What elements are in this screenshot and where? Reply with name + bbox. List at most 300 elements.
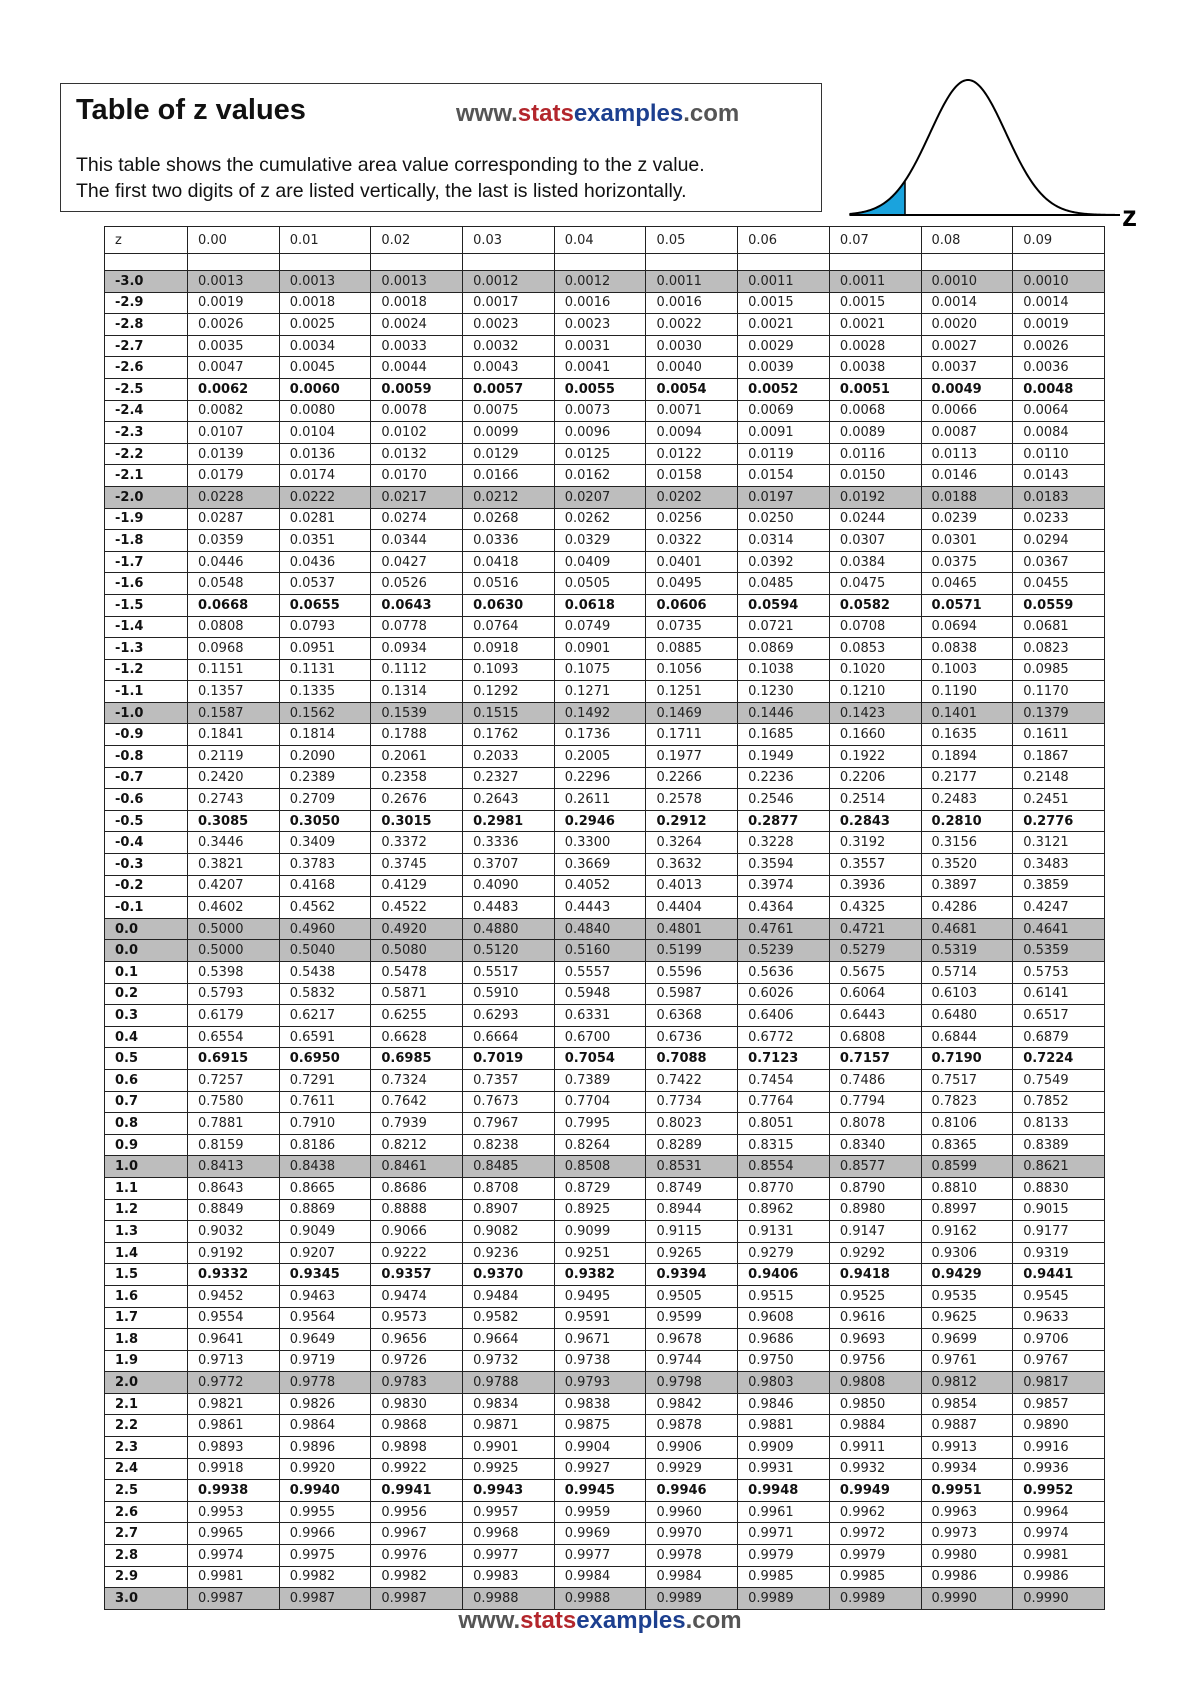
probability-cell: 0.9971 — [738, 1523, 830, 1545]
z-value-cell: -1.9 — [105, 508, 188, 530]
probability-cell: 0.4880 — [463, 918, 555, 940]
z-value-cell: 1.3 — [105, 1221, 188, 1243]
probability-cell: 0.9834 — [463, 1393, 555, 1415]
probability-cell: 0.9916 — [1013, 1437, 1105, 1459]
z-value-cell: -2.8 — [105, 314, 188, 336]
probability-cell: 0.9693 — [829, 1329, 921, 1351]
probability-cell: 0.0122 — [646, 443, 738, 465]
probability-cell: 0.9505 — [646, 1285, 738, 1307]
z-value-cell: 2.4 — [105, 1458, 188, 1480]
z-value-cell: -2.7 — [105, 335, 188, 357]
probability-cell: 0.8554 — [738, 1156, 830, 1178]
probability-cell: 0.0170 — [371, 465, 463, 487]
probability-cell: 0.0136 — [279, 443, 371, 465]
table-row — [105, 1091, 1105, 1113]
probability-cell: 0.7157 — [829, 1048, 921, 1070]
probability-cell: 0.9535 — [921, 1285, 1013, 1307]
probability-cell: 0.0166 — [463, 465, 555, 487]
probability-cell: 0.2483 — [921, 789, 1013, 811]
probability-cell: 0.0268 — [463, 508, 555, 530]
probability-cell: 0.4801 — [646, 918, 738, 940]
probability-cell: 0.9345 — [279, 1264, 371, 1286]
probability-cell: 0.0069 — [738, 400, 830, 422]
probability-cell: 0.9147 — [829, 1221, 921, 1243]
column-header: 0.05 — [646, 227, 738, 254]
probability-cell: 0.6331 — [554, 1005, 646, 1027]
probability-cell: 0.8508 — [554, 1156, 646, 1178]
probability-cell: 0.9955 — [279, 1501, 371, 1523]
column-header: 0.09 — [1013, 227, 1105, 254]
probability-cell: 0.0066 — [921, 400, 1013, 422]
probability-cell: 0.9913 — [921, 1437, 1013, 1459]
probability-cell: 0.0102 — [371, 422, 463, 444]
probability-cell: 0.9429 — [921, 1264, 1013, 1286]
z-value-cell: -2.2 — [105, 443, 188, 465]
probability-cell: 0.0668 — [188, 594, 280, 616]
probability-cell: 0.3974 — [738, 875, 830, 897]
probability-cell: 0.0073 — [554, 400, 646, 422]
probability-cell: 0.7088 — [646, 1048, 738, 1070]
probability-cell: 0.6255 — [371, 1005, 463, 1027]
probability-cell: 0.2327 — [463, 767, 555, 789]
probability-cell: 0.9177 — [1013, 1221, 1105, 1243]
probability-cell: 0.9977 — [554, 1545, 646, 1567]
probability-cell: 0.0078 — [371, 400, 463, 422]
probability-cell: 0.0301 — [921, 530, 1013, 552]
probability-cell: 0.8810 — [921, 1177, 1013, 1199]
probability-cell: 0.3409 — [279, 832, 371, 854]
probability-cell: 0.9893 — [188, 1437, 280, 1459]
probability-cell: 0.9292 — [829, 1242, 921, 1264]
z-value-cell: 0.8 — [105, 1113, 188, 1135]
probability-cell: 0.8577 — [829, 1156, 921, 1178]
probability-cell: 0.0026 — [188, 314, 280, 336]
probability-cell: 0.9964 — [1013, 1501, 1105, 1523]
probability-cell: 0.9896 — [279, 1437, 371, 1459]
probability-cell: 0.0436 — [279, 551, 371, 573]
probability-cell: 0.8665 — [279, 1177, 371, 1199]
probability-cell: 0.1711 — [646, 724, 738, 746]
probability-cell: 0.0384 — [829, 551, 921, 573]
probability-cell: 0.0016 — [554, 292, 646, 314]
site-url-bottom[interactable] — [0, 1607, 1200, 1635]
probability-cell: 0.9985 — [738, 1566, 830, 1588]
probability-cell: 0.9929 — [646, 1458, 738, 1480]
probability-cell: 0.0594 — [738, 594, 830, 616]
z-value-cell: 1.1 — [105, 1177, 188, 1199]
probability-cell: 0.9979 — [738, 1545, 830, 1567]
probability-cell: 0.8078 — [829, 1113, 921, 1135]
table-row — [105, 400, 1105, 422]
table-row — [105, 378, 1105, 400]
probability-cell: 0.4286 — [921, 897, 1013, 919]
probability-cell: 0.9979 — [829, 1545, 921, 1567]
probability-cell: 0.8264 — [554, 1134, 646, 1156]
probability-cell: 0.9967 — [371, 1523, 463, 1545]
probability-cell: 0.0040 — [646, 357, 738, 379]
probability-cell: 0.0019 — [1013, 314, 1105, 336]
probability-cell: 0.9015 — [1013, 1199, 1105, 1221]
probability-cell: 0.0096 — [554, 422, 646, 444]
probability-cell: 0.5120 — [463, 940, 555, 962]
probability-cell: 0.8770 — [738, 1177, 830, 1199]
probability-cell: 0.9222 — [371, 1242, 463, 1264]
z-value-cell: 0.1 — [105, 962, 188, 984]
z-value-cell: -1.0 — [105, 702, 188, 724]
z-value-cell: -2.9 — [105, 292, 188, 314]
table-row — [105, 422, 1105, 444]
probability-cell: 0.1867 — [1013, 746, 1105, 768]
z-value-cell: -2.0 — [105, 486, 188, 508]
probability-cell: 0.9956 — [371, 1501, 463, 1523]
probability-cell: 0.8461 — [371, 1156, 463, 1178]
probability-cell: 0.3520 — [921, 854, 1013, 876]
probability-cell: 0.9162 — [921, 1221, 1013, 1243]
table-row — [105, 962, 1105, 984]
probability-cell: 0.3336 — [463, 832, 555, 854]
probability-cell: 0.8599 — [921, 1156, 1013, 1178]
probability-cell: 0.0764 — [463, 616, 555, 638]
probability-cell: 0.9767 — [1013, 1350, 1105, 1372]
probability-cell: 0.9925 — [463, 1458, 555, 1480]
probability-cell: 0.1357 — [188, 681, 280, 703]
probability-cell: 0.9830 — [371, 1393, 463, 1415]
probability-cell: 0.9032 — [188, 1221, 280, 1243]
probability-cell: 0.9772 — [188, 1372, 280, 1394]
probability-cell: 0.9049 — [279, 1221, 371, 1243]
z-value-cell: -2.1 — [105, 465, 188, 487]
probability-cell: 0.8830 — [1013, 1177, 1105, 1199]
probability-cell: 0.9920 — [279, 1458, 371, 1480]
z-value-cell: -1.8 — [105, 530, 188, 552]
table-row — [105, 897, 1105, 919]
probability-cell: 0.0329 — [554, 530, 646, 552]
probability-cell: 0.0016 — [646, 292, 738, 314]
probability-cell: 0.7611 — [279, 1091, 371, 1113]
probability-cell: 0.1112 — [371, 659, 463, 681]
probability-cell: 0.7967 — [463, 1113, 555, 1135]
probability-cell: 0.9982 — [279, 1566, 371, 1588]
table-row — [105, 1285, 1105, 1307]
spacer-row — [105, 254, 1105, 271]
probability-cell: 0.0107 — [188, 422, 280, 444]
probability-cell: 0.1093 — [463, 659, 555, 681]
probability-cell: 0.2877 — [738, 810, 830, 832]
probability-cell: 0.4090 — [463, 875, 555, 897]
probability-cell: 0.9808 — [829, 1372, 921, 1394]
z-value-cell: -1.3 — [105, 638, 188, 660]
probability-cell: 0.7764 — [738, 1091, 830, 1113]
z-value-cell: -1.7 — [105, 551, 188, 573]
table-row — [105, 530, 1105, 552]
probability-cell: 0.8790 — [829, 1177, 921, 1199]
probability-cell: 0.1841 — [188, 724, 280, 746]
probability-cell: 0.5040 — [279, 940, 371, 962]
probability-cell: 0.9938 — [188, 1480, 280, 1502]
table-row — [105, 854, 1105, 876]
probability-cell: 0.0262 — [554, 508, 646, 530]
site-examples: examples — [573, 100, 684, 127]
table-row — [105, 443, 1105, 465]
probability-cell: 0.3821 — [188, 854, 280, 876]
probability-cell: 0.9418 — [829, 1264, 921, 1286]
table-row — [105, 681, 1105, 703]
z-value-cell: -1.1 — [105, 681, 188, 703]
probability-cell: 0.9959 — [554, 1501, 646, 1523]
table-row — [105, 1069, 1105, 1091]
probability-cell: 0.9554 — [188, 1307, 280, 1329]
table-row — [105, 508, 1105, 530]
probability-cell: 0.1611 — [1013, 724, 1105, 746]
probability-cell: 0.0808 — [188, 616, 280, 638]
probability-cell: 0.4247 — [1013, 897, 1105, 919]
normal-curve-icon — [840, 78, 1140, 238]
probability-cell: 0.1314 — [371, 681, 463, 703]
table-row — [105, 1026, 1105, 1048]
z-value-cell: -0.5 — [105, 810, 188, 832]
probability-cell: 0.1003 — [921, 659, 1013, 681]
probability-cell: 0.6664 — [463, 1026, 555, 1048]
probability-cell: 0.0039 — [738, 357, 830, 379]
table-row — [105, 292, 1105, 314]
probability-cell: 0.3192 — [829, 832, 921, 854]
probability-cell: 0.3707 — [463, 854, 555, 876]
z-value-cell: 1.6 — [105, 1285, 188, 1307]
probability-cell: 0.0559 — [1013, 594, 1105, 616]
table-row — [105, 746, 1105, 768]
probability-cell: 0.0475 — [829, 573, 921, 595]
probability-cell: 0.0132 — [371, 443, 463, 465]
probability-cell: 0.8729 — [554, 1177, 646, 1199]
probability-cell: 0.9649 — [279, 1329, 371, 1351]
probability-cell: 0.0043 — [463, 357, 555, 379]
probability-cell: 0.2546 — [738, 789, 830, 811]
probability-cell: 0.0014 — [1013, 292, 1105, 314]
probability-cell: 0.0052 — [738, 378, 830, 400]
probability-cell: 0.1894 — [921, 746, 1013, 768]
probability-cell: 0.5199 — [646, 940, 738, 962]
header-box — [60, 83, 822, 212]
probability-cell: 0.9671 — [554, 1329, 646, 1351]
probability-cell: 0.0250 — [738, 508, 830, 530]
probability-cell: 0.9686 — [738, 1329, 830, 1351]
probability-cell: 0.1379 — [1013, 702, 1105, 724]
probability-cell: 0.6879 — [1013, 1026, 1105, 1048]
description-line-1: This table shows the cumulative area value corresponding to the z value. — [76, 154, 705, 176]
probability-cell: 0.9817 — [1013, 1372, 1105, 1394]
probability-cell: 0.1660 — [829, 724, 921, 746]
probability-cell: 0.9641 — [188, 1329, 280, 1351]
table-row — [105, 1545, 1105, 1567]
probability-cell: 0.4052 — [554, 875, 646, 897]
probability-cell: 0.8849 — [188, 1199, 280, 1221]
probability-cell: 0.4404 — [646, 897, 738, 919]
probability-cell: 0.9981 — [188, 1566, 280, 1588]
probability-cell: 0.3050 — [279, 810, 371, 832]
table-row — [105, 1048, 1105, 1070]
probability-cell: 0.9989 — [738, 1588, 830, 1610]
table-row — [105, 1242, 1105, 1264]
probability-cell: 0.9625 — [921, 1307, 1013, 1329]
probability-cell: 0.0031 — [554, 335, 646, 357]
probability-cell: 0.9918 — [188, 1458, 280, 1480]
probability-cell: 0.0013 — [371, 271, 463, 293]
probability-cell: 0.1539 — [371, 702, 463, 724]
probability-cell: 0.7794 — [829, 1091, 921, 1113]
probability-cell: 0.7580 — [188, 1091, 280, 1113]
table-row — [105, 983, 1105, 1005]
probability-cell: 0.8869 — [279, 1199, 371, 1221]
probability-cell: 0.8907 — [463, 1199, 555, 1221]
probability-cell: 0.0571 — [921, 594, 1013, 616]
probability-cell: 0.0082 — [188, 400, 280, 422]
probability-cell: 0.0256 — [646, 508, 738, 530]
probability-cell: 0.0853 — [829, 638, 921, 660]
probability-cell: 0.9985 — [829, 1566, 921, 1588]
site-prefix: www. — [458, 1607, 521, 1634]
probability-cell: 0.5636 — [738, 962, 830, 984]
z-value-cell: -2.6 — [105, 357, 188, 379]
probability-cell: 0.0154 — [738, 465, 830, 487]
probability-cell: 0.9812 — [921, 1372, 1013, 1394]
probability-cell: 0.0146 — [921, 465, 1013, 487]
table-row — [105, 1372, 1105, 1394]
probability-cell: 0.7291 — [279, 1069, 371, 1091]
probability-cell: 0.0025 — [279, 314, 371, 336]
probability-cell: 0.0655 — [279, 594, 371, 616]
probability-cell: 0.5910 — [463, 983, 555, 1005]
probability-cell: 0.9066 — [371, 1221, 463, 1243]
probability-cell: 0.0015 — [738, 292, 830, 314]
probability-cell: 0.0392 — [738, 551, 830, 573]
probability-cell: 0.0018 — [279, 292, 371, 314]
table-row — [105, 767, 1105, 789]
probability-cell: 0.0359 — [188, 530, 280, 552]
probability-cell: 0.7517 — [921, 1069, 1013, 1091]
probability-cell: 0.9990 — [1013, 1588, 1105, 1610]
probability-cell: 0.5517 — [463, 962, 555, 984]
probability-cell: 0.0233 — [1013, 508, 1105, 530]
probability-cell: 0.2578 — [646, 789, 738, 811]
probability-cell: 0.2776 — [1013, 810, 1105, 832]
table-row — [105, 1523, 1105, 1545]
table-row — [105, 940, 1105, 962]
probability-cell: 0.3783 — [279, 854, 371, 876]
table-row — [105, 724, 1105, 746]
probability-cell: 0.9969 — [554, 1523, 646, 1545]
probability-cell: 0.6064 — [829, 983, 921, 1005]
probability-cell: 0.9946 — [646, 1480, 738, 1502]
probability-cell: 0.9943 — [463, 1480, 555, 1502]
probability-cell: 0.0048 — [1013, 378, 1105, 400]
probability-cell: 0.9948 — [738, 1480, 830, 1502]
probability-cell: 0.9953 — [188, 1501, 280, 1523]
probability-cell: 0.0089 — [829, 422, 921, 444]
probability-cell: 0.8289 — [646, 1134, 738, 1156]
table-row — [105, 1566, 1105, 1588]
table-row — [105, 573, 1105, 595]
probability-cell: 0.2946 — [554, 810, 646, 832]
probability-cell: 0.5596 — [646, 962, 738, 984]
probability-cell: 0.9463 — [279, 1285, 371, 1307]
probability-cell: 0.5359 — [1013, 940, 1105, 962]
z-value-cell: 2.9 — [105, 1566, 188, 1588]
probability-cell: 0.8438 — [279, 1156, 371, 1178]
probability-cell: 0.0075 — [463, 400, 555, 422]
site-url-top[interactable] — [456, 100, 739, 128]
z-value-cell: 1.5 — [105, 1264, 188, 1286]
probability-cell: 0.7054 — [554, 1048, 646, 1070]
probability-cell: 0.9474 — [371, 1285, 463, 1307]
probability-cell: 0.7734 — [646, 1091, 738, 1113]
z-value-cell: 0.5 — [105, 1048, 188, 1070]
probability-cell: 0.3015 — [371, 810, 463, 832]
probability-cell: 0.4364 — [738, 897, 830, 919]
probability-cell: 0.0336 — [463, 530, 555, 552]
probability-cell: 0.0084 — [1013, 422, 1105, 444]
probability-cell: 0.9750 — [738, 1350, 830, 1372]
probability-cell: 0.3483 — [1013, 854, 1105, 876]
site-stats: stats — [517, 100, 574, 127]
table-row — [105, 638, 1105, 660]
probability-cell: 0.0418 — [463, 551, 555, 573]
probability-cell: 0.8315 — [738, 1134, 830, 1156]
probability-cell: 0.0060 — [279, 378, 371, 400]
probability-cell: 0.0918 — [463, 638, 555, 660]
column-header: 0.03 — [463, 227, 555, 254]
table-row — [105, 875, 1105, 897]
probability-cell: 0.2676 — [371, 789, 463, 811]
probability-cell: 0.0212 — [463, 486, 555, 508]
probability-cell: 0.0287 — [188, 508, 280, 530]
probability-cell: 0.0217 — [371, 486, 463, 508]
probability-cell: 0.0023 — [463, 314, 555, 336]
probability-cell: 0.3121 — [1013, 832, 1105, 854]
probability-cell: 0.7389 — [554, 1069, 646, 1091]
probability-cell: 0.9909 — [738, 1437, 830, 1459]
probability-cell: 0.1151 — [188, 659, 280, 681]
probability-cell: 0.5160 — [554, 940, 646, 962]
table-row — [105, 551, 1105, 573]
probability-cell: 0.6217 — [279, 1005, 371, 1027]
probability-cell: 0.1469 — [646, 702, 738, 724]
probability-cell: 0.6406 — [738, 1005, 830, 1027]
probability-cell: 0.9099 — [554, 1221, 646, 1243]
table-row — [105, 1221, 1105, 1243]
probability-cell: 0.0694 — [921, 616, 1013, 638]
probability-cell: 0.0351 — [279, 530, 371, 552]
table-row — [105, 314, 1105, 336]
probability-cell: 0.8186 — [279, 1134, 371, 1156]
probability-cell: 0.9977 — [463, 1545, 555, 1567]
probability-cell: 0.0901 — [554, 638, 646, 660]
site-prefix: www. — [456, 100, 518, 127]
table-row — [105, 1307, 1105, 1329]
probability-cell: 0.7852 — [1013, 1091, 1105, 1113]
probability-cell: 0.9966 — [279, 1523, 371, 1545]
probability-cell: 0.0409 — [554, 551, 646, 573]
probability-cell: 0.1292 — [463, 681, 555, 703]
table-row — [105, 1437, 1105, 1459]
probability-cell: 0.0017 — [463, 292, 555, 314]
table-row — [105, 1350, 1105, 1372]
probability-cell: 0.0011 — [646, 271, 738, 293]
probability-cell: 0.1492 — [554, 702, 646, 724]
z-value-cell: -1.2 — [105, 659, 188, 681]
probability-cell: 0.0028 — [829, 335, 921, 357]
probability-cell: 0.0059 — [371, 378, 463, 400]
probability-cell: 0.7422 — [646, 1069, 738, 1091]
